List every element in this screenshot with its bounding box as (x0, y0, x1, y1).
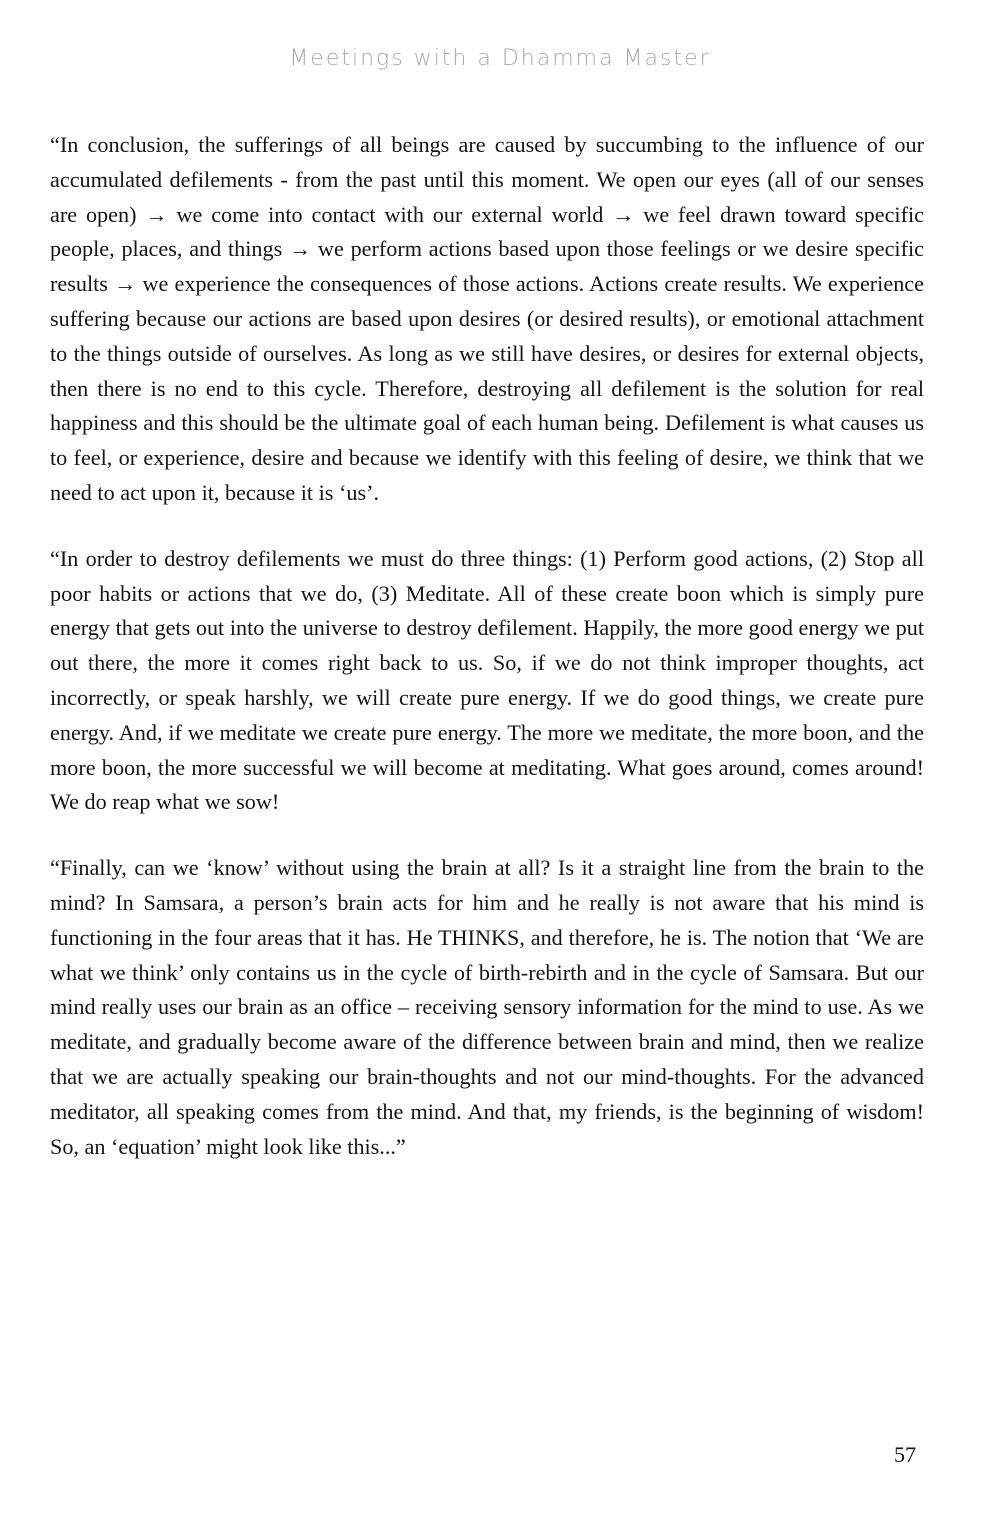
paragraph-destroy-defilements: “In order to destroy defilements we must do three things: (1) Perform good actions, (2) Stop all poor habits or actions that we do, (3) Meditate. All of these create boon which is simply pure energy that gets out into the universe to destroy defilement. Happily, the more good energy we put out there, the more it comes right back to us. So, if we do not think improper thoughts, act incorrectly, or speak harshly, we will create pure energy. If we do good things, we create pure energy. And, if we meditate we create pure energy. The more we meditate, the more boon, and the more boon, the more successful we will become at meditating. What goes around, comes around! We do reap what we sow! (50, 545, 924, 815)
running-header: Meetings with a Dhamma Master (289, 46, 711, 71)
paragraph-brain-and-mind: “Finally, can we ‘know’ without using the brain at all? Is it a straight line from the brain to the mind? In Samsara, a person’s brain acts for him and he really is not aware that his mind is functioning in the four areas that it has. He THINKS, and therefore, he is. The notion that ‘We are what we think’ only contains us in the cycle of birth-rebirth and in the cycle of Samsara. But our mind really uses our brain as an office – receiving sensory information for the mind to use. As we meditate, and gradually become aware of the difference between brain and mind, then we realize that we are actually speaking our brain-thoughts and not our mind-thoughts. For the advanced meditator, all speaking comes from the mind. And that, my friends, is the beginning of wisdom! So, an ‘equation’ might look like this...” (50, 855, 924, 1159)
page-number: 57 (894, 1442, 916, 1467)
paragraph-conclusion: “In conclusion, the sufferings of all beings are caused by succumbing to the influence of our accumulated defilements - from the past until this moment. We open our eyes (all of our senses are open) → we come into contact with our external world → we feel drawn toward specific people, places, and things → we perform actions based upon those feelings or we desire specific results → we experience the consequences of those actions. Actions create results. We experience suffering because our actions are based upon desires (or desired results), or emotional attachment to the things outside of ourselves. As long as we still have desires, or desires for external objects, then there is no end to this cycle. Therefore, destroying all defilement is the solution for real happiness and this should be the ultimate goal of each human being. Defilement is what causes us to feel, or experience, desire and because we identify with this feeling of desire, we think that we need to act upon it, because it is ‘us’. (50, 132, 924, 505)
body-text (50, 128, 924, 1195)
